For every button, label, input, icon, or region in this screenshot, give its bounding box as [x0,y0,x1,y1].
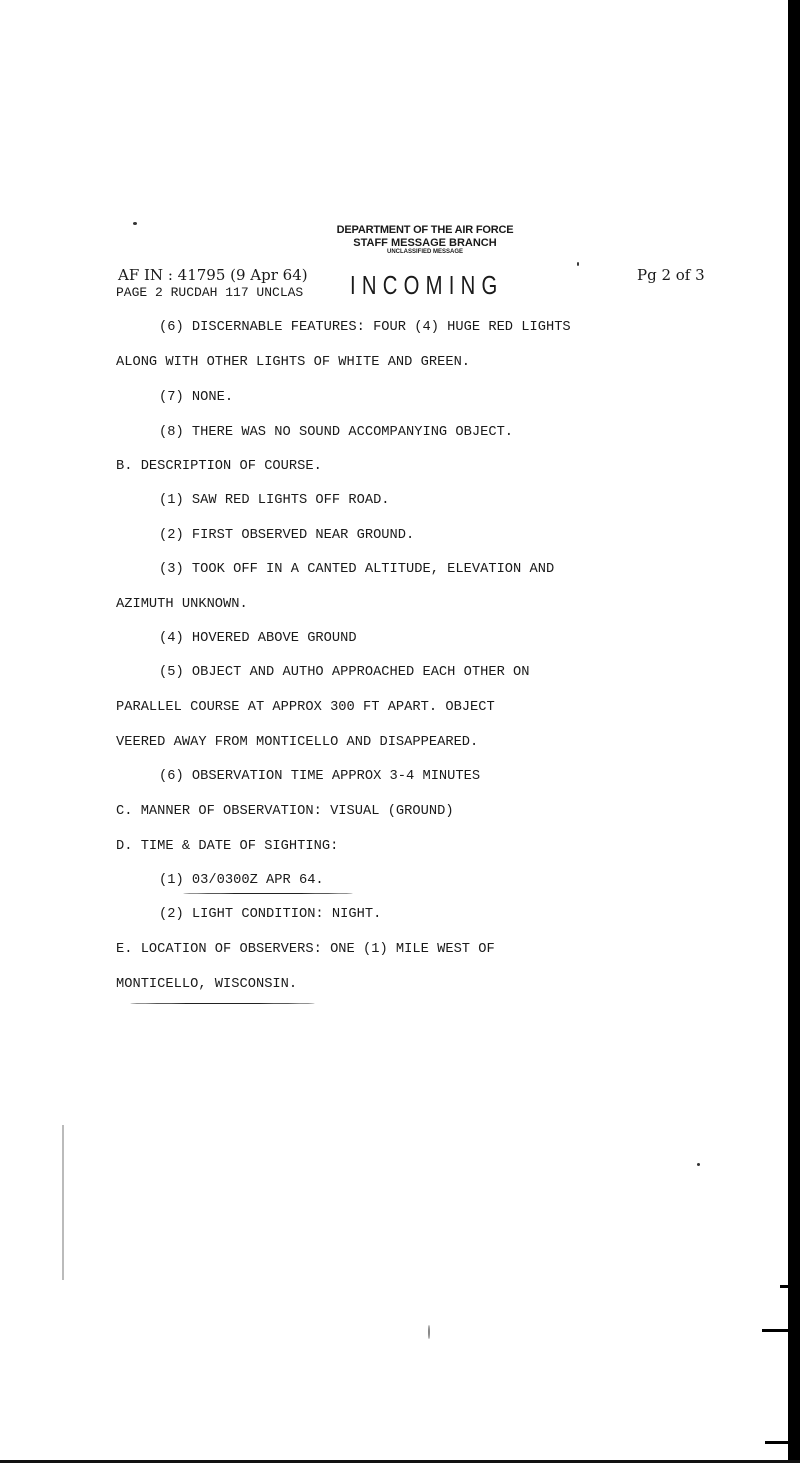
af-in-number: AF IN : 41795 (9 Apr 64) [118,266,308,284]
body-line: (6) OBSERVATION TIME APPROX 3-4 MINUTES [159,768,481,784]
scan-speck [133,222,137,225]
body-line: (2) FIRST OBSERVED NEAR GROUND. [159,527,415,543]
body-line: B. DESCRIPTION OF COURSE. [116,458,322,474]
body-line: (3) TOOK OFF IN A CANTED ALTITUDE, ELEVATION AND [159,561,555,577]
scan-speck [697,1163,700,1166]
scan-edge-mark [762,1329,792,1332]
scan-speck [577,262,579,266]
incoming-stamp: INCOMING [350,270,504,300]
body-line: E. LOCATION OF OBSERVERS: ONE (1) MILE WEST OF [116,941,495,957]
scan-speck [62,1125,64,1280]
scan-edge-mark [765,1441,792,1444]
scan-speck [428,1325,430,1339]
body-line: MONTICELLO, WISCONSIN. [116,976,298,992]
body-line: D. TIME & DATE OF SIGHTING: [116,838,339,854]
body-line: ALONG WITH OTHER LIGHTS OF WHITE AND GREEN. [116,354,471,370]
body-line: C. MANNER OF OBSERVATION: VISUAL (GROUND) [116,803,454,819]
classification-label: UNCLASSIFIED MESSAGE [386,249,463,256]
branch-name: STAFF MESSAGE BRANCH [353,236,497,249]
body-line: PARALLEL COURSE AT APPROX 300 FT APART. OBJECT [116,699,495,715]
message-header [300,224,550,256]
body-line: AZIMUTH UNKNOWN. [116,596,248,612]
body-line: (1) 03/0300Z APR 64. [159,872,324,888]
handwritten-underline [183,893,353,894]
body-line: (7) NONE. [159,389,234,405]
body-line: (8) THERE WAS NO SOUND ACCOMPANYING OBJECT. [159,424,514,440]
body-line: (6) DISCERNABLE FEATURES: FOUR (4) HUGE RED LIGHTS [159,319,571,335]
scan-edge-border [788,0,800,1463]
department-name: DEPARTMENT OF THE AIR FORCE [336,224,514,236]
handwritten-underline [130,1003,315,1004]
body-line: (5) OBJECT AND AUTHO APPROACHED EACH OTHER ON [159,664,530,680]
body-line: (4) HOVERED ABOVE GROUND [159,630,357,646]
body-line: (1) SAW RED LIGHTS OFF ROAD. [159,492,390,508]
body-line: VEERED AWAY FROM MONTICELLO AND DISAPPEARED. [116,734,479,750]
page-number: Pg 2 of 3 [637,266,705,284]
page-routing-line: PAGE 2 RUCDAH 117 UNCLAS [116,285,304,300]
body-line: (2) LIGHT CONDITION: NIGHT. [159,906,382,922]
scan-edge-mark [780,1285,792,1288]
